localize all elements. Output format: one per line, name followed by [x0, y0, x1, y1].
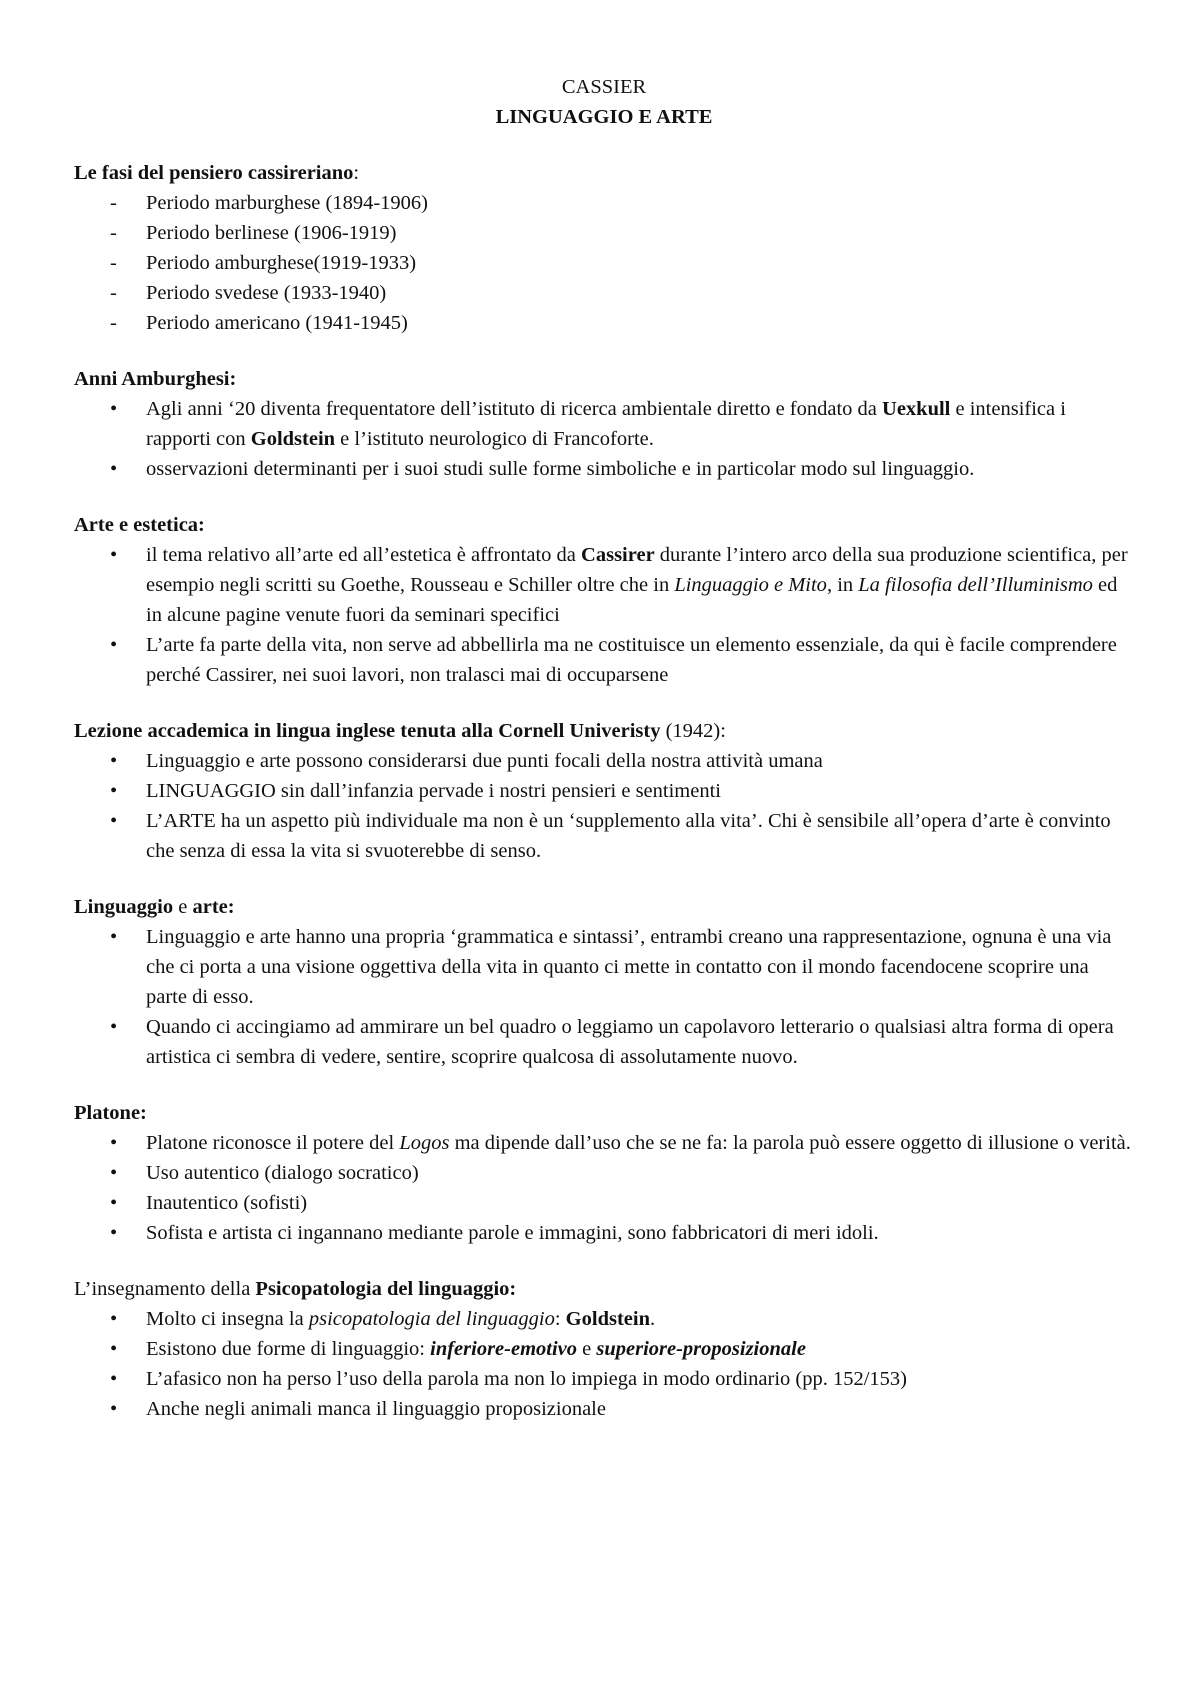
list-item [74, 1304, 1134, 1334]
list-item-text: L’afasico non ha perso l’uso della parola ma non lo impiega in modo ordinario (pp. 152/153) [146, 1368, 907, 1390]
list-item-text: Periodo americano (1941-1945) [146, 312, 408, 334]
list-item [74, 806, 1134, 866]
bullet-list [74, 746, 1134, 866]
text-run: Esistono due forme di linguaggio: [146, 1338, 431, 1360]
list-item-text: Periodo berlinese (1906-1919) [146, 222, 397, 244]
list-item [74, 1364, 1134, 1394]
term-psicopatologia: psicopatologia del linguaggio [308, 1308, 555, 1330]
bullet-marker: • [110, 1368, 118, 1390]
bullet-marker: • [110, 458, 118, 480]
dash-marker: - [110, 192, 117, 214]
bullet-marker: • [110, 1162, 118, 1184]
name-cassirer: Cassirer [581, 544, 655, 566]
text-run: : [554, 1308, 566, 1330]
bullet-marker: • [110, 634, 118, 656]
text-run: ed in alcune pagine venute fuori da seminari specifici [146, 574, 1118, 626]
bullet-marker: • [110, 780, 118, 802]
heading-rest: e [173, 896, 193, 918]
bullet-marker: • [110, 926, 118, 948]
text-run: e intensifica i rapporti con [146, 398, 1066, 450]
heading-bold: Linguaggio [74, 896, 174, 918]
text-run: durante l’intero arco della sua produzione scientifica, per esempio negli scritti su Goethe, Rousseau e Schiller oltre che in [146, 544, 1128, 596]
text-run: Platone riconosce il potere del [146, 1132, 400, 1154]
bullet-marker: • [110, 1308, 118, 1330]
list-item [74, 1188, 1134, 1218]
bullet-marker: • [110, 398, 118, 420]
heading-bold: Le fasi del pensiero cassireriano [74, 162, 354, 184]
list-item [74, 278, 1134, 308]
book-title: La filosofia dell’Illuminismo [858, 574, 1093, 596]
list-item [74, 1218, 1134, 1248]
document-content [74, 72, 1134, 1424]
section-psicopatologia [74, 1274, 1134, 1424]
heading-bold: Lezione accademica in lingua inglese tenuta alla Cornell Univeristy [74, 720, 661, 742]
list-item-text: osservazioni determinanti per i suoi studi sulle forme simboliche e in particolar modo sul linguaggio. [146, 458, 975, 480]
list-item [74, 188, 1134, 218]
text-run: ma dipende dall’uso che se ne fa: la parola può essere oggetto di illusione o verità. [449, 1132, 1131, 1154]
list-item-text: LINGUAGGIO sin dall’infanzia pervade i nostri pensieri e sentimenti [146, 780, 721, 802]
list-item [74, 1012, 1134, 1072]
section-heading: Platone: [74, 1102, 147, 1124]
text-run: Agli anni ‘20 diventa frequentatore dell’istituto di ricerca ambientale diretto e fondato da [146, 398, 883, 420]
heading-rest: : [353, 162, 360, 184]
book-title: Linguaggio e Mito [674, 574, 827, 596]
bullet-marker: • [110, 1398, 118, 1420]
text-run: , in [826, 574, 859, 596]
list-item [74, 1334, 1134, 1364]
list-item-text: L’arte fa parte della vita, non serve ad abbellirla ma ne costituisce un elemento essenziale, da qui è facile comprendere perché Cassirer, nei suoi lavori, non tralasci mai di occuparsene [146, 634, 1117, 686]
section-heading [74, 892, 1134, 922]
list-item [74, 922, 1134, 1012]
bullet-list [74, 1304, 1134, 1424]
bullet-list [74, 394, 1134, 484]
list-item [74, 540, 1134, 630]
bullet-list [74, 1128, 1134, 1248]
section-heading: Arte e estetica: [74, 514, 205, 536]
section-heading [74, 716, 1134, 746]
dash-marker: - [110, 252, 117, 274]
bullet-list [74, 922, 1134, 1072]
bullet-marker: • [110, 1222, 118, 1244]
bullet-marker: • [110, 544, 118, 566]
list-item [74, 308, 1134, 338]
list-item-text: Quando ci accingiamo ad ammirare un bel quadro o leggiamo un capolavoro letterario o qualsiasi altra forma di opera artistica ci sembra di vedere, sentire, scoprire qualcosa di assolutamente nuovo. [146, 1016, 1114, 1068]
bullet-marker: • [110, 810, 118, 832]
list-item-text: Linguaggio e arte possono considerarsi due punti focali della nostra attività umana [146, 750, 823, 772]
name-goldstein: Goldstein [250, 428, 336, 450]
list-item-text: Uso autentico (dialogo socratico) [146, 1162, 419, 1184]
heading-bold: Psicopatologia del linguaggio: [255, 1278, 517, 1300]
list-item-text: Periodo marburghese (1894-1906) [146, 192, 429, 214]
list-item-text: Linguaggio e arte hanno una propria ‘grammatica e sintassi’, entrambi creano una rappresentazione, ognuna è una via che ci porta a una visione oggettiva della vita in quanto ci mette in contatto con il mondo facendocene scoprire una parte di esso. [146, 926, 1112, 1008]
section-heading: Anni Amburghesi: [74, 368, 237, 390]
list-item [74, 248, 1134, 278]
bullet-marker: • [110, 1338, 118, 1360]
text-run: e [577, 1338, 597, 1360]
list-item-text: Inautentico (sofisti) [146, 1192, 308, 1214]
dash-list [74, 188, 1134, 338]
dash-marker: - [110, 282, 117, 304]
list-item-text: Sofista e artista ci ingannano mediante parole e immagini, sono fabbricatori di meri idoli. [146, 1222, 879, 1244]
term-inferiore: inferiore-emotivo [430, 1338, 578, 1360]
section-anni-amburghesi [74, 364, 1134, 484]
list-item [74, 630, 1134, 690]
text-run: . [649, 1308, 656, 1330]
section-arte-estetica [74, 510, 1134, 690]
section-linguaggio-arte [74, 892, 1134, 1072]
term-superiore: superiore-proposizionale [596, 1338, 806, 1360]
title-line-2: LINGUAGGIO E ARTE [495, 106, 713, 128]
bullet-list [74, 540, 1134, 690]
text-run: Molto ci insegna la [146, 1308, 309, 1330]
list-item [74, 454, 1134, 484]
name-goldstein: Goldstein [565, 1308, 650, 1330]
list-item [74, 1128, 1134, 1158]
list-item-text: L’ARTE ha un aspetto più individuale ma non è un ‘supplemento alla vita’. Chi è sensibile all’opera d’arte è convinto che senza di essa la vita si svuoterebbe di senso. [146, 810, 1111, 862]
heading-plain: L’insegnamento della [74, 1278, 256, 1300]
list-item [74, 776, 1134, 806]
section-lezione-cornell [74, 716, 1134, 866]
list-item-text: Anche negli animali manca il linguaggio proposizionale [146, 1398, 606, 1420]
bullet-marker: • [110, 1132, 118, 1154]
heading-rest: (1942): [660, 720, 726, 742]
text-run: il tema relativo all’arte ed all’estetica è affrontato da [146, 544, 582, 566]
list-item [74, 746, 1134, 776]
section-platone [74, 1098, 1134, 1248]
term-logos: Logos [399, 1132, 450, 1154]
section-fasi [74, 158, 1134, 338]
text-run: e l’istituto neurologico di Francoforte. [335, 428, 654, 450]
dash-marker: - [110, 312, 117, 334]
name-uexkull: Uexkull [882, 398, 951, 420]
section-heading [74, 158, 1134, 188]
heading-bold: arte: [192, 896, 235, 918]
list-item [74, 218, 1134, 248]
list-item [74, 1394, 1134, 1424]
dash-marker: - [110, 222, 117, 244]
list-item-text: Periodo svedese (1933-1940) [146, 282, 387, 304]
bullet-marker: • [110, 1192, 118, 1214]
list-item [74, 1158, 1134, 1188]
list-item-text: Periodo amburghese(1919-1933) [146, 252, 417, 274]
bullet-marker: • [110, 750, 118, 772]
document-title [74, 72, 1134, 132]
title-line-1: CASSIER [561, 76, 647, 98]
section-heading [74, 1274, 1134, 1304]
bullet-marker: • [110, 1016, 118, 1038]
list-item [74, 394, 1134, 454]
